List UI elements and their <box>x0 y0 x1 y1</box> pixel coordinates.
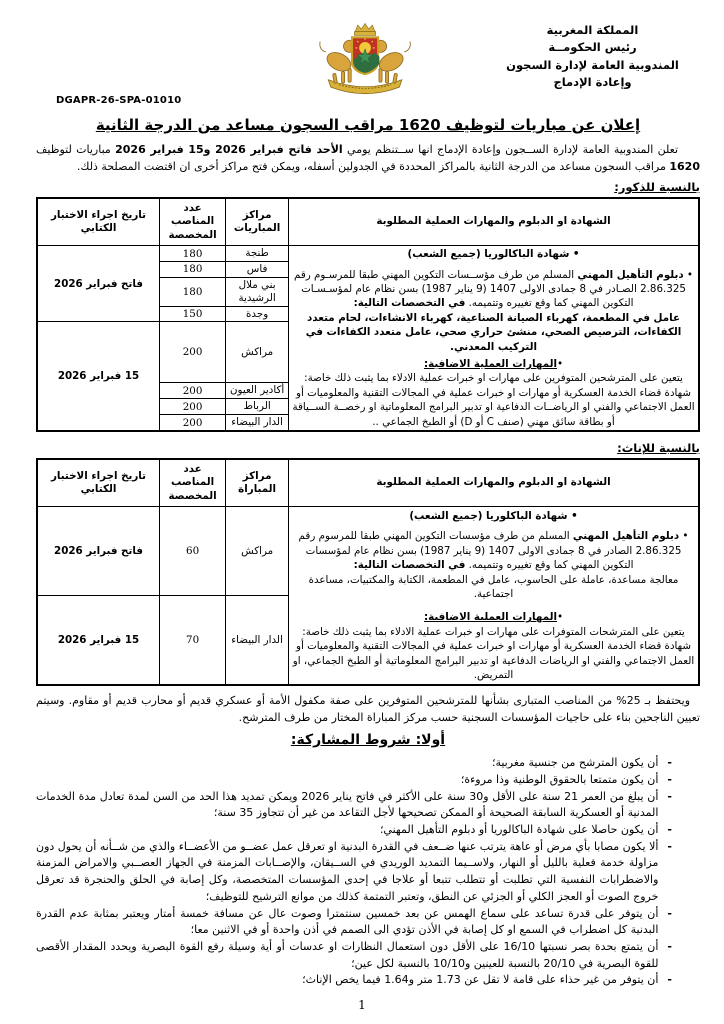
exam-date-group-2: 15 فبراير 2026 <box>37 322 159 431</box>
dash-marker: - <box>667 823 672 836</box>
exam-center: أكادير العيون <box>226 383 289 399</box>
col-header-centers: مراكز المباريات <box>226 198 289 246</box>
dash-marker: - <box>667 772 672 786</box>
female-extra-skills-title: •المهارات العملية الاضافية: <box>423 611 564 624</box>
exam-center: وجدة <box>226 306 289 322</box>
seats-count: 200 <box>159 322 225 383</box>
male-bac-requirement: • شهادة الباكالوريا (جميع الشعب) <box>407 248 580 261</box>
exam-center: الدار البيضاء <box>226 415 289 431</box>
exam-center: فاس <box>226 261 289 277</box>
seats-count: 60 <box>159 507 225 596</box>
kingdom-line: المملكة المغربية <box>546 23 639 37</box>
female-competitions-table <box>36 458 700 686</box>
female-bac-requirement: • شهادة الباكلوريا (جميع الشعب) <box>409 509 578 522</box>
delegation-line: المندوبية العامة لإدارة السجون <box>506 57 679 72</box>
male-skills-intro: يتعين على المترشحين المتوفرين على مهارات او خبرات عملية الادلاء بما يثبت ذلك خاصة: <box>304 372 683 385</box>
exam-center: طنجة <box>226 246 289 262</box>
col-header-date: تاريخ اجراء الاختبار الكتابي <box>37 459 159 507</box>
intro-part2: مباريات لتوظيف <box>36 143 116 156</box>
condition-item: - أن يتوفر من غير حذاء على قامة لا تقل عن 1.73 متر و1.64 فيما يخص الإناث؛ <box>36 972 700 989</box>
female-specialties: معالجة مساعدة، عاملة على الحاسوب، عامل في المطعمة، الكتابة والمكتبيات، مساعدة اجتماعية. <box>308 573 679 600</box>
page-number: 1 <box>358 998 366 1012</box>
dash-marker: - <box>667 906 672 920</box>
exam-center: الدار البيضاء <box>226 596 289 686</box>
female-table-header-row <box>37 459 699 507</box>
exam-center: بني ملال الرشيدية <box>226 277 289 306</box>
seats-count: 200 <box>159 399 225 415</box>
intro-part1: تعلن المندوبية العامة لإدارة الســجون وإعادة الإدماج انها ســتنظم يومي <box>342 143 679 156</box>
seats-count: 180 <box>159 261 225 277</box>
female-qualification-cell <box>289 507 699 686</box>
col-header-qualification: الشهادة او الدبلوم والمهارات العملية المطلوبة <box>289 459 699 507</box>
dash-marker: - <box>667 973 672 987</box>
females-section-label: بالنسبة للإناث: <box>617 441 700 455</box>
exam-date-group-1: فاتح فبراير 2026 <box>37 246 159 322</box>
exam-center: مراكش <box>226 507 289 596</box>
dash-marker: - <box>667 756 672 770</box>
col-header-seats: عدد المناصب المخصصة <box>159 459 225 507</box>
participation-conditions-title: أولا: شروط المشاركة: <box>290 732 446 749</box>
intro-exam-dates: الأحد فاتح فبراير 2026 و15 فبراير 2026 <box>115 143 343 156</box>
male-extra-skills-title: •المهارات العملية الاضافية: <box>423 357 564 370</box>
government-head-line: رئيس الحكومــة <box>548 40 637 55</box>
exam-center: الرباط <box>226 399 289 415</box>
reserved-quota-paragraph: ويحتفظ بـ 25% من المناصب المتبارى بشأنها للمترشحين المتوفرين على صفة مكفول الأمة أو عسكري قديم أو محارب قديم أو مقاوم. وسيتم تعيين الناجحين بناء على حاجيات المؤسسات السجنية حسب مركز المباراة المختار من طرف المترشح. <box>36 694 700 724</box>
male-specialties: عامل في المطعمة، كهرباء الصيانة الصناعية، كهرباء الانشاءات، لحام متعدد الكفاءات، الترصيص الصحي، منشئ حراري صحي، عامل متعدد الكفاءات في التركيب المعدني. <box>305 311 682 353</box>
male-diploma-requirement: • دبلوم التأهيل المهني المسلم من طرف مؤســسات التكوين المهني طبقا للمرسـوم رقم 2.86.325 الصـادر في 8 جمادى الاولى 1407 (9 يناير 1987) بسن نظام عام لمؤسـسـات التكوين المهني كما وقع تغييره وتتميمه. في التخصصات التالية: <box>294 268 694 310</box>
seats-count: 200 <box>159 383 225 399</box>
condition-item: - أن يكون حاصلا على شهادة الباكالوريا أو دبلوم التأهيل المهني؛ <box>36 822 700 839</box>
col-header-qualification: الشهادة او الدبلوم والمهارات العملية المطلوبة <box>289 198 699 246</box>
document-header <box>36 20 700 110</box>
seats-count: 150 <box>159 306 225 322</box>
reintegration-line: وإعادة الإدماج <box>553 74 632 89</box>
dash-marker: - <box>667 839 672 853</box>
female-skills-details: شهادة قضاء الخدمة العسكرية أو مهارات او خبرات عملية في المجالات التقنية والمعلوميات أو العمل الاجتماعي والفني او الرياضات الدفاعية او تدبير البرامج المعلوماتية أو الطبخ الجماعي، او التمريض. <box>292 640 695 681</box>
exam-date: فاتح فبراير 2026 <box>37 507 159 596</box>
dash-marker: - <box>667 940 672 954</box>
seats-count: 200 <box>159 415 225 431</box>
exam-date: 15 فبراير 2026 <box>37 596 159 686</box>
condition-item: - أن يتوفر على قدرة تساعد على سماع الهمس عن بعد خمسين سنتمترا وصوت عال عن مسافة خمسة أمتار ويعتبر بمثابة عدم القدرة البدنية كل اضطراب في السمع او كل إصابة في الأذن تؤدي الى الصمم في أذن واحدة أو في الاثنين معا؛ <box>36 906 700 939</box>
announcement-title: إعلان عن مباريات لتوظيف 1620 مراقب السجون مساعد من الدرجة الثانية <box>95 116 641 134</box>
condition-item: - أن يبلغ من العمر 21 سنة على الأقل و30 سنة على الأكثر في فاتح يناير 2026 ويمكن تمديد هذا الحد من السن لمدة تعادل مدة الخدمات المدنية أو العسكرية السابقة الصحيحة أو الممكن تصحيحها لأجل التقاعد من غير أن تتجاوز 35 سنة؛ <box>36 789 700 822</box>
males-section-label: بالنسبة للذكور: <box>614 180 700 194</box>
seats-count: 180 <box>159 246 225 262</box>
male-skills-details: شهادة قضاء الخدمة العسكرية أو مهارات او خبرات عملية في المجالات التقنية والمعلوميات أو العمل الاجتماعي والفني او الرياضــات الدفاعية او تدبير البرامج المعلوماتية او رخصــة الســياقة أو بطاقة سائق مهني (صنف C أو D) أو الطبخ الجماعي .. <box>292 386 695 428</box>
table-row <box>37 507 699 596</box>
female-skills-intro: يتعين على المترشحات المتوفرات على مهارات او خبرات عملية الادلاء بما يثبت ذلك خاصة: <box>302 625 685 638</box>
male-competitions-table <box>36 197 700 432</box>
condition-item: - أن يكون المترشح من جنسية مغربية؛ <box>36 755 700 772</box>
exam-center: مراكش <box>226 322 289 383</box>
female-diploma-requirement: • دبلوم التأهيل المهني المسلم من طرف مؤسسات التكوين المهني طبقا للمرسوم رقم 2.86.325 الصادر في 8 جمادى الاولى 1407 (9 يناير 1987) بسن نظام عام لمؤسسات التكوين المهني كما وقع تغييره وتتميمه. في التخصصات التالية: <box>298 530 689 572</box>
col-header-seats: عدد المناصب المخصصة <box>159 198 225 246</box>
condition-item: - أن يكون متمتعا بالحقوق الوطنية وذا مروءة؛ <box>36 772 700 789</box>
seats-count: 180 <box>159 277 225 306</box>
col-header-centers: مراكز المباراة <box>226 459 289 507</box>
seats-count: 70 <box>159 596 225 686</box>
condition-item: - أن يتمتع بحدة بصر نسبتها 16/10 على الأقل دون استعمال النظارات او عدسات أو أية وسيلة رفع القوة البصرية ويحدد المقدار الأقصى للقوة البصرية في 20/10 بالنسبة للعينين و10/10 بالنسبة لكل عين؛ <box>36 939 700 972</box>
intro-positions-count: 1620 <box>669 159 700 173</box>
intro-part3: مراقب السجون مساعد من الدرجة الثانية بالمراكز المحددة في الجدولين أسفله، ويمكن فتح مراكز أخرى ان اقتضت المصلحة ذلك. <box>76 159 670 173</box>
dash-marker: - <box>667 789 672 803</box>
col-header-date: تاريخ اجراء الاختبار الكتابي <box>37 198 159 246</box>
table-row <box>37 246 699 262</box>
morocco-coat-of-arms-icon <box>316 22 414 104</box>
male-table-header-row <box>37 198 699 246</box>
document-reference: DGAPR-26-SPA-01010 <box>56 95 182 106</box>
participation-conditions-list <box>36 755 700 989</box>
condition-item: - ألا يكون مصابا بأي مرض أو عاهة يترتب عنها ضــعف في القدرة البدنية او تعرقل عمل عضــو من الأعضــاء والذي من شــأنه أن يحول دون مزاولة خدمة فعلية بالليل أو النهار، ولاســيما التمديد الوريدي في الســيقان، والإصــابات المزمنة في الجهاز العصــبي والامراض المزمنة والاضطرابات النفسية التي تطلبت أو تتطلب تتبعا أو علاجا في إحدى المؤسسات المتخصصة، وكل إصابة في الحلق والحنجرة قد تعرقل خروج الصوت أو العجز الكلي أو الجزئي عن النطق، وتعتبر التمتمة كذلك من موانع الترشيح للتوظيف؛ <box>36 839 700 906</box>
male-qualification-cell <box>289 246 699 431</box>
issuing-authority-block <box>485 22 700 91</box>
intro-paragraph <box>36 142 700 175</box>
